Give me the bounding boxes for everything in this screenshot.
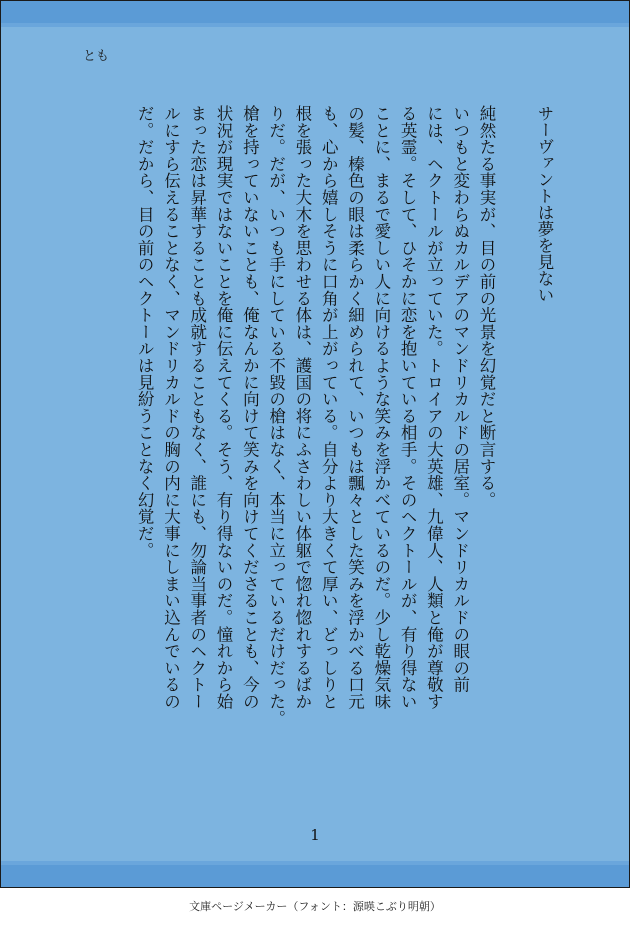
page-header: とも (83, 49, 110, 64)
body-line: まった恋は昇華することも成就することもなく、誰にも、勿論当事者のヘクトー (187, 105, 207, 710)
footer-caption: 文庫ページメーカー（フォント：源暎こぶり明朝） (189, 900, 441, 913)
body-line: ことに、まるで愛しい人に向けるような笑みを浮かべているのだ。少し乾燥気味 (371, 105, 391, 710)
body-line: 純然たる事実が、目の前の光景を幻覚だと断言する。 (477, 105, 496, 509)
body-text (81, 105, 499, 805)
top-band (1, 1, 629, 23)
body-line: の髪、榛色の眼は柔らかく細められて、いつもは飄々とした笑みを浮かべる口元 (345, 105, 365, 710)
body-line: 状況が現実ではないことを俺に伝えてくる。そう、有り得ないのだ。憧れから始 (214, 105, 234, 710)
body-line: る英霊。そして、ひそかに恋を抱いている相手。そのヘクトールが、有り得ない (398, 105, 418, 710)
body-line: りだ。だが、いつも手にしている不毀の槍はなく、本当に立っているだけだった。 (266, 105, 286, 727)
body-line: ルにすら伝えることなく、マンドリカルドの胸の内に大事にしまい込んでいるの (161, 105, 181, 710)
page-number: 1 (310, 826, 320, 844)
top-band-inner (1, 23, 629, 27)
body-line: いつもと変わらぬカルデアのマンドリカルドの居室。マンドリカルドの眼の前 (450, 105, 470, 693)
story-title: サーヴァントは夢を見ない (535, 105, 554, 303)
body-line: には、ヘクトールが立っていた。トロイアの大英雄、九偉人、人類と俺が尊敬す (424, 105, 444, 710)
body-line: だ。だから、目の前のヘクトールは見紛うことなく幻覚だ。 (135, 105, 155, 559)
body-line: 根を張った大木を思わせる体は、護国の将にふさわしい体躯で惚れ惚れするばか (292, 105, 312, 710)
body-line: も、心から嬉しそうに口角が上がっている。自分より大きくて厚い、どっしりと (319, 105, 339, 710)
body-line: 槍を持っていないことも、俺なんかに向けて笑みを向けてくださることも、今の (240, 105, 260, 710)
bottom-band (1, 865, 629, 887)
